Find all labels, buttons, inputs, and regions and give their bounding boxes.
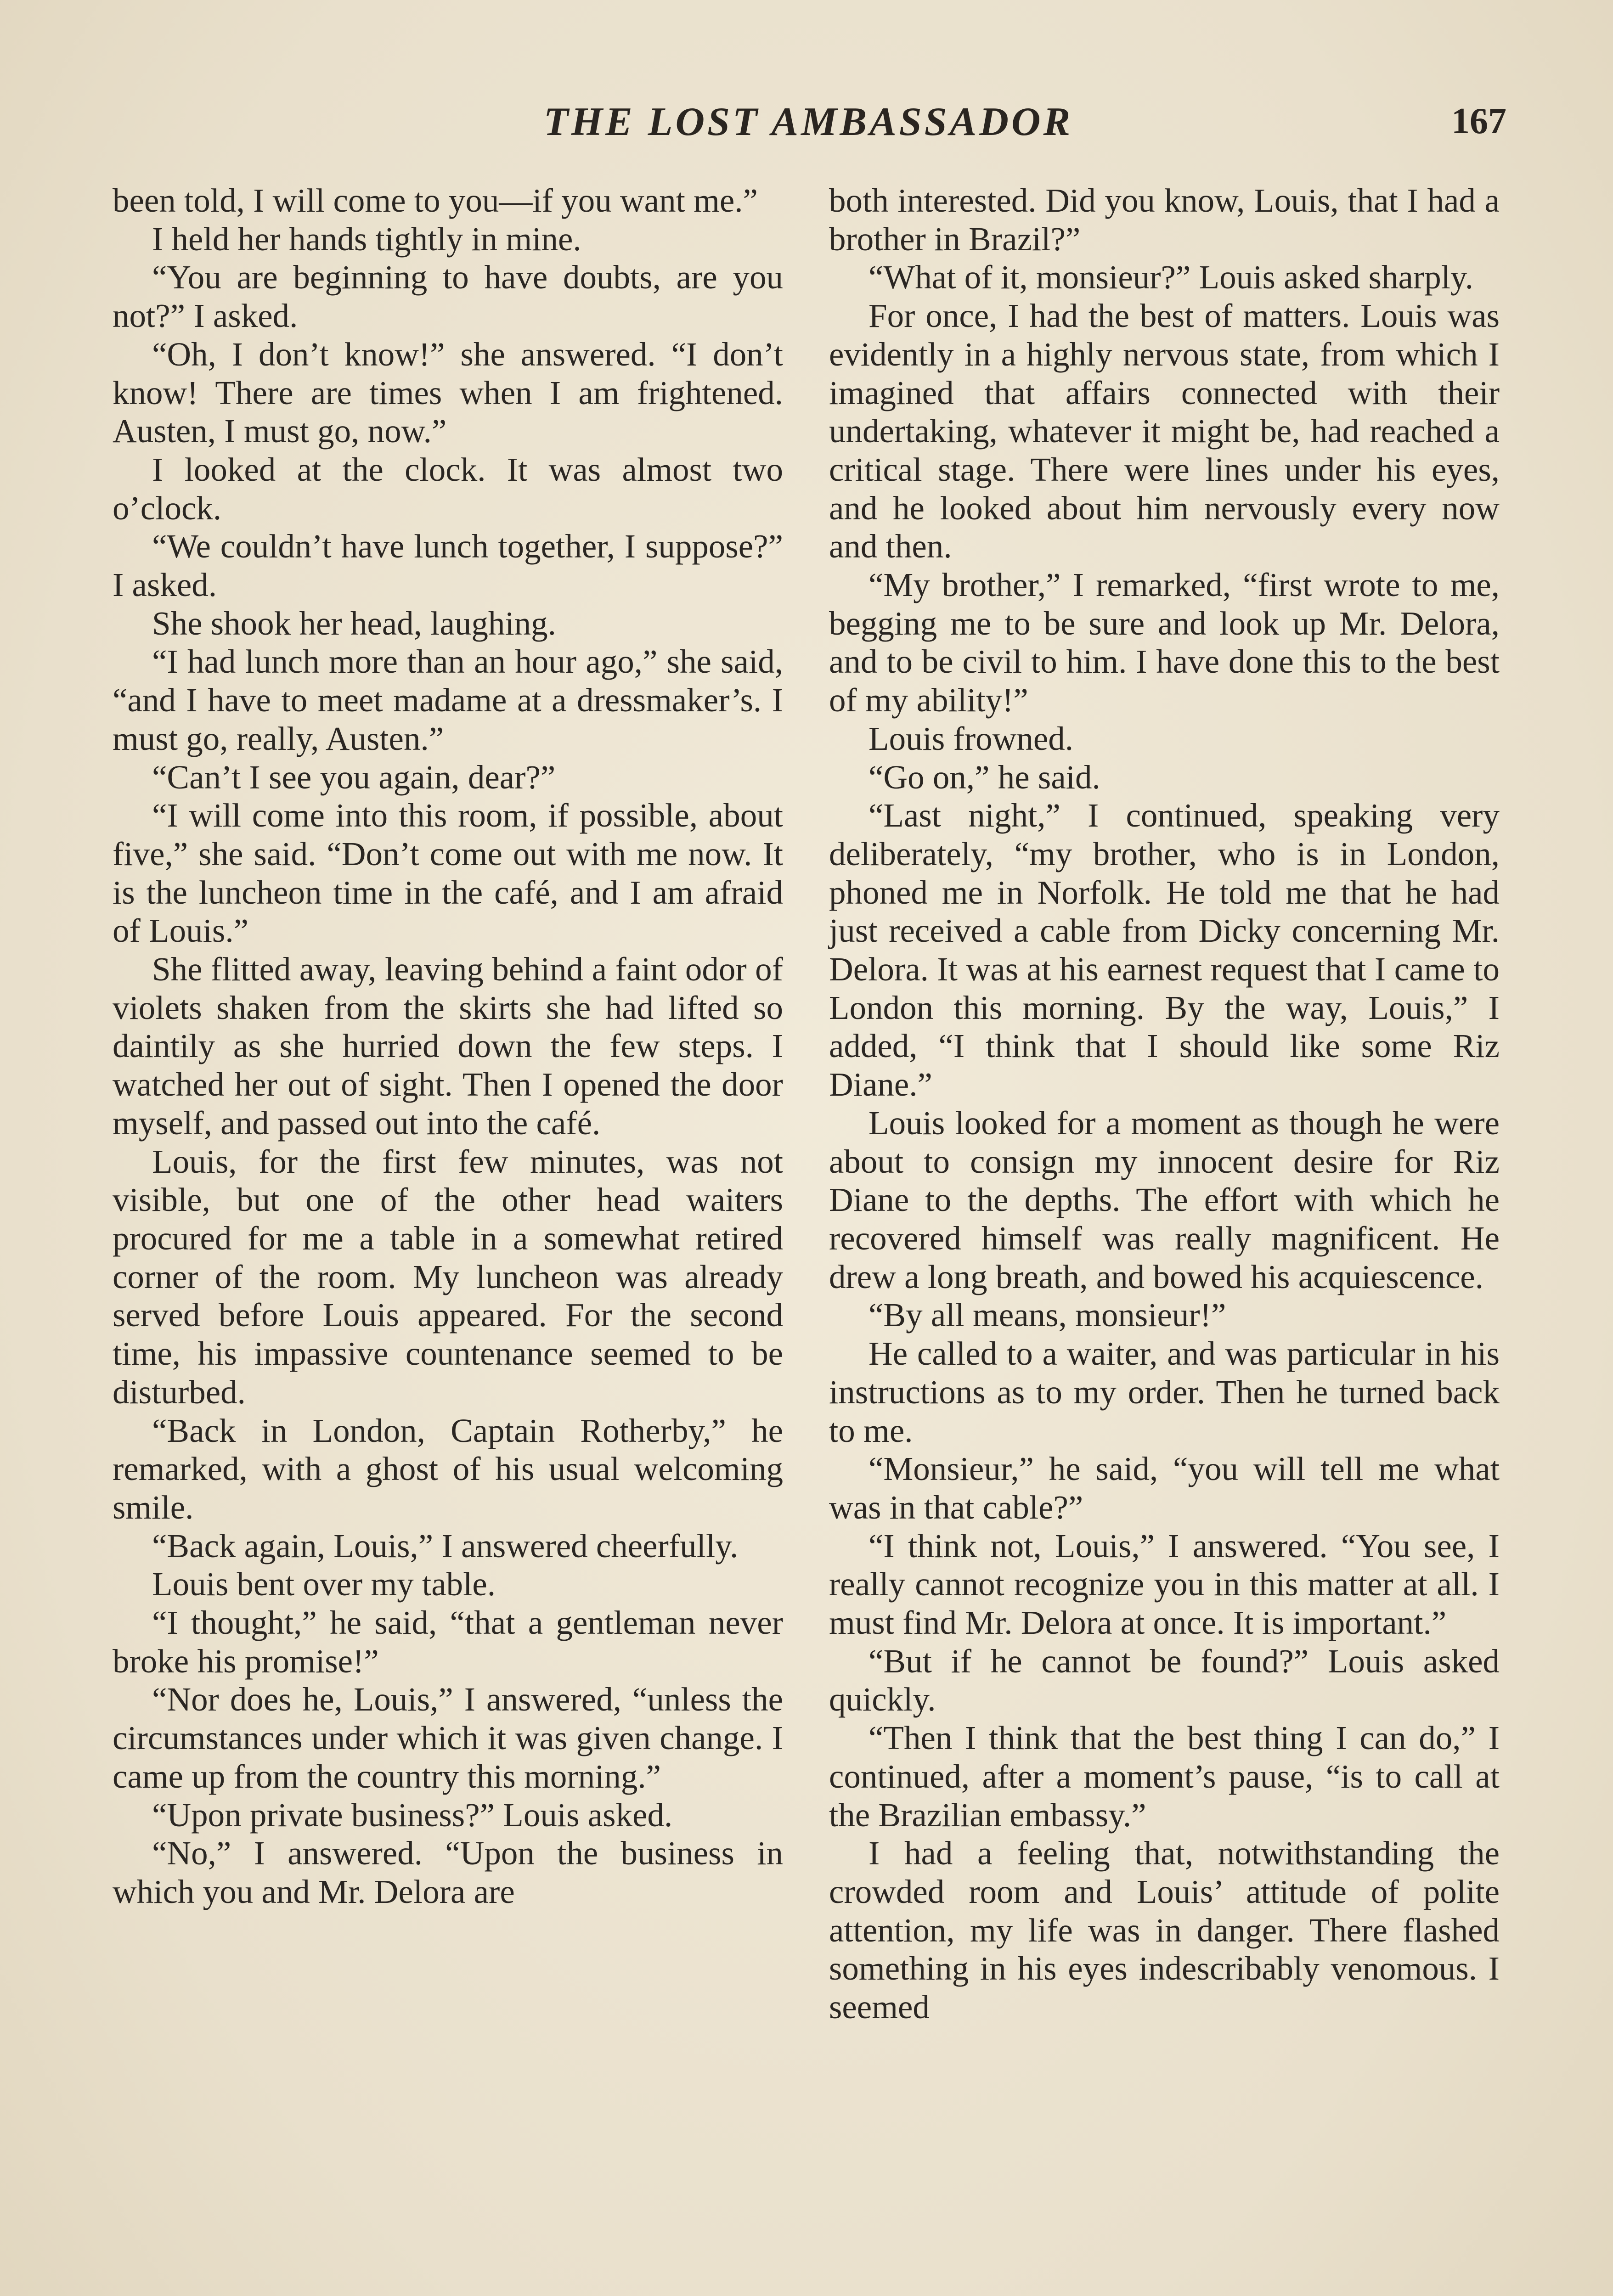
paragraph: “Then I think that the best thing I can do,” I continued, after a moment’s pause, “is to call at the Brazilian embassy.”: [829, 1719, 1500, 1834]
right-column: [829, 181, 1500, 2026]
paragraph: “You are beginning to have doubts, are you not?” I asked.: [113, 259, 783, 335]
paragraph: “Oh, I don’t know!” she answered. “I don’t know! There are times when I am frightened. Austen, I must go, now.”: [113, 335, 783, 450]
paragraph: Louis looked for a moment as though he were about to consign my innocent desire for Riz Diane to the depths. The effort with which he recovered himself was really magnificent. He drew a long breath, and bowed his acquiescence.: [829, 1104, 1500, 1295]
paragraph: “No,” I answered. “Upon the business in which you and Mr. Delora are: [113, 1835, 783, 1910]
paragraph: Louis frowned.: [869, 720, 1074, 757]
paragraph: “Monsieur,” he said, “you will tell me what was in that cable?”: [829, 1450, 1500, 1526]
paragraph: “Can’t I see you again, dear?”: [152, 758, 556, 796]
paragraph: She flitted away, leaving behind a faint odor of violets shaken from the skirts she had lifted so daintily as she hurried down the few steps. I watched her out of sight. Then I opened the door myself, and passed out into the café.: [113, 951, 783, 1142]
paragraph: For once, I had the best of matters. Louis was evidently in a highly nervous state, from which I imagined that affairs connected with their undertaking, whatever it might be, had reached a critical stage. There were lines under his eyes, and he looked about him nervously every now and then.: [829, 297, 1500, 565]
paragraph: She shook her head, laughing.: [152, 604, 556, 642]
running-title: THE LOST AMBASSADOR: [543, 100, 1073, 144]
page-number: 167: [1451, 101, 1506, 141]
paragraph: “Go on,” he said.: [869, 758, 1100, 796]
paragraph: I held her hands tightly in mine.: [152, 220, 581, 258]
paragraph: “What of it, monsieur?” Louis asked sharply.: [869, 259, 1473, 296]
paragraph: “I thought,” he said, “that a gentleman never broke his promise!”: [113, 1604, 783, 1680]
paragraph: “Upon private business?” Louis asked.: [152, 1796, 673, 1834]
paragraph: “Last night,” I continued, speaking very deliberately, “my brother, who is in London, phoned me in Norfolk. He told me that he had just received a cable from Dicky concerning Mr. Delora. It was at his earnest request that I came to London this morning. By the way, Louis,” I added, “I think that I should like some Riz Diane.”: [829, 797, 1500, 1103]
paragraph: “I had lunch more than an hour ago,” she said, “and I have to meet madame at a dressmaker’s. I must go, really, Austen.”: [113, 643, 783, 757]
paragraph: “Nor does he, Louis,” I answered, “unless the circumstances under which it was given change. I came up from the country this morning.”: [113, 1681, 783, 1795]
paragraph: both interested. Did you know, Louis, that I had a brother in Brazil?”: [829, 182, 1500, 258]
running-header: [110, 94, 1506, 149]
paragraph: “By all means, monsieur!”: [869, 1296, 1226, 1334]
paragraph: Louis, for the first few minutes, was not visible, but one of the other head waiters procured for me a table in a somewhat retired corner of the room. My luncheon was already served before Louis appeared. For the second time, his impassive countenance seemed to be disturbed.: [113, 1142, 783, 1411]
paragraph: He called to a waiter, and was particular in his instructions as to my order. Then he turned back to me.: [829, 1335, 1500, 1449]
left-column: [113, 181, 783, 1911]
paragraph: “I will come into this room, if possible, about five,” she said. “Don’t come out with me now. It is the luncheon time in the café, and I am afraid of Louis.”: [113, 797, 783, 950]
paragraph: “Back in London, Captain Rotherby,” he remarked, with a ghost of his usual welcoming smile.: [113, 1412, 783, 1526]
paragraph: “I think not, Louis,” I answered. “You see, I really cannot recognize you in this matter at all. I must find Mr. Delora at once. It is important.”: [829, 1527, 1500, 1642]
paragraph: Louis bent over my table.: [152, 1565, 496, 1603]
paragraph: I had a feeling that, notwithstanding the crowded room and Louis’ attitude of polite attention, my life was in danger. There flashed something in his eyes indescribably venomous. I seemed: [829, 1835, 1500, 2026]
paragraph: “We couldn’t have lunch together, I suppose?” I asked.: [113, 528, 783, 604]
paragraph: been told, I will come to you—if you want me.”: [113, 182, 758, 219]
paragraph: “But if he cannot be found?” Louis asked quickly.: [829, 1642, 1500, 1718]
paragraph: I looked at the clock. It was almost two o’clock.: [113, 450, 783, 527]
paragraph: “My brother,” I remarked, “first wrote to me, begging me to be sure and look up Mr. Delora, and to be civil to him. I have done this to the best of my ability!”: [829, 566, 1500, 719]
paragraph: “Back again, Louis,” I answered cheerfully.: [152, 1527, 739, 1564]
